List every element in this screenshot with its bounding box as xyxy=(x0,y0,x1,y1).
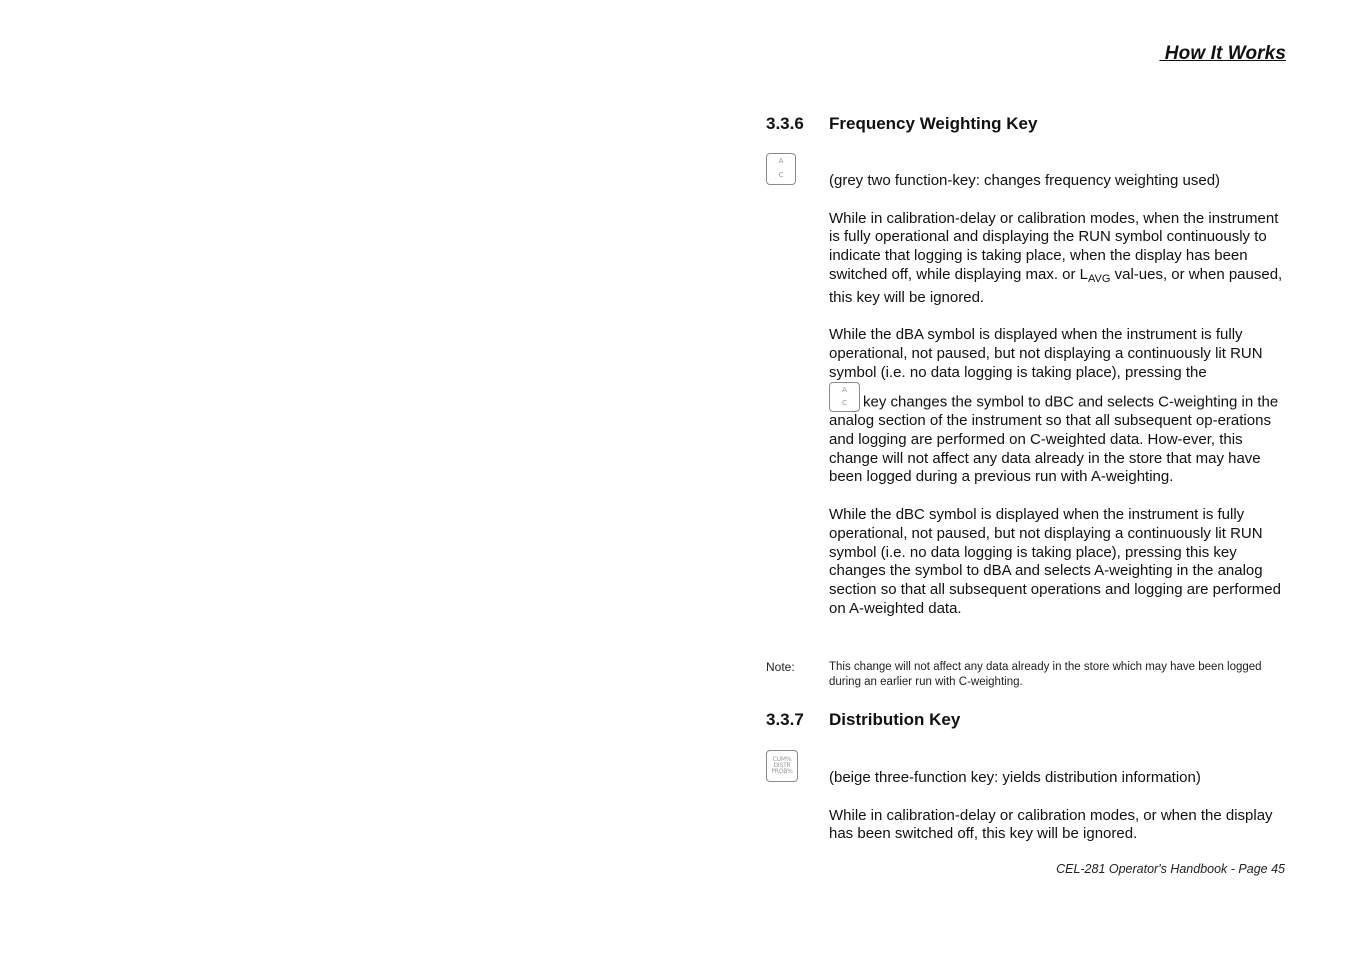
key-label-a: A xyxy=(778,157,784,166)
section-body xyxy=(829,172,1291,618)
section-title: Frequency Weighting Key xyxy=(829,114,1038,133)
paragraph: While in calibration-delay or calibration modes, when the instrument is fully operational and displaying the RUN symbol continuously to indicate that logging is taking place, when the display has been switched off, while displaying max. or $L_{AVG}$ val-ues, or when paused, this key will be ignored. xyxy=(829,209,1283,306)
note-label: Note: xyxy=(766,660,795,674)
paragraph: While the dBA symbol is displayed when the instrument is fully operational, not paused, but not displaying a continuously lit RUN symbol (i.e. no data logging is taking place), pressing the A C key changes the symbol to dBC and selects C-weighting in the analog section of the instrument so that all subsequent op-erations and logging are performed on C-weighted data. How-ever, this change will not affect any data already in the store that may have been logged during a previous run with A-weighting. xyxy=(829,326,1279,486)
section-number: 3.3.6 xyxy=(766,114,804,133)
page-header-title: How It Works xyxy=(1159,43,1286,64)
section-number: 3.3.7 xyxy=(766,710,804,729)
section-title: Distribution Key xyxy=(829,710,961,729)
section-body xyxy=(829,769,1291,844)
paragraph: While the dBC symbol is displayed when the instrument is fully operational, not paused, but not displaying a continuously lit RUN symbol (i.e. no data logging is taking place), pressing this key changes the symbol to dBA and selects A-weighting in the analog section so that all subsequent operations and logging are performed on A-weighted data. xyxy=(829,506,1281,617)
frequency-weighting-key-icon xyxy=(766,153,796,185)
note-text: This change will not affect any data already in the store which may have been logged during an earlier run with C-weighting. xyxy=(829,661,1262,688)
frequency-weighting-key-icon: A C xyxy=(829,382,860,412)
avg-subscript: AVG xyxy=(1088,272,1111,285)
section-intro: (grey two function-key: changes frequency weighting used) xyxy=(829,172,1221,189)
page-footer: CEL-281 Operator's Handbook - Page 45 xyxy=(1056,862,1285,876)
section-intro: (beige three-function key: yields distribution information) xyxy=(829,769,1201,786)
distribution-key-icon: CUM% DISTR PROB% xyxy=(766,750,798,782)
key-label-c: C xyxy=(778,171,784,179)
paragraph: While in calibration-delay or calibration modes, or when the display has been switched off, this key will be ignored. xyxy=(829,806,1273,843)
